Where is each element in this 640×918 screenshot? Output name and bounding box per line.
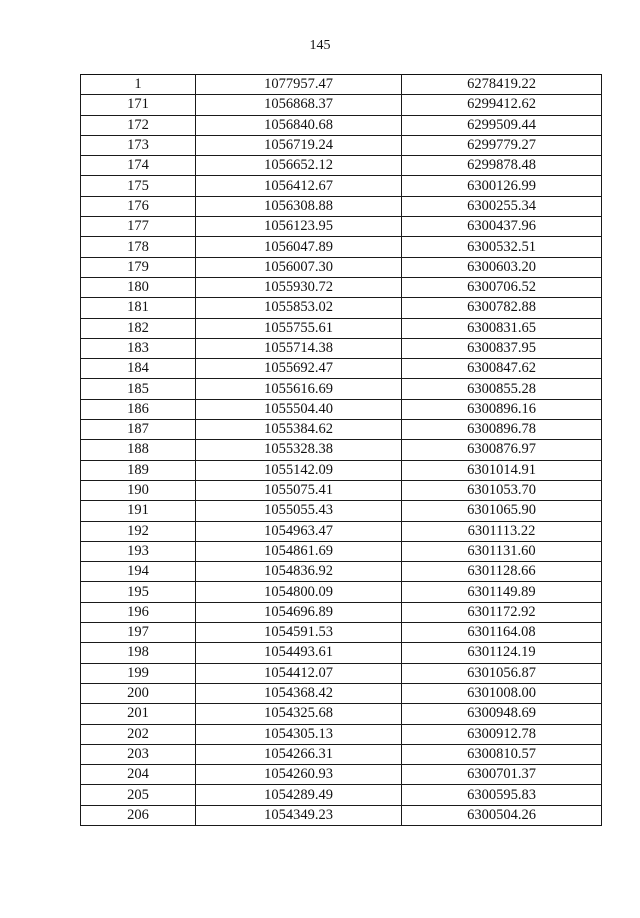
point-number-cell: 176 [81, 196, 196, 216]
table-row [81, 115, 602, 135]
x-coordinate-cell: 1055055.43 [196, 501, 402, 521]
y-coordinate-cell: 6301065.90 [402, 501, 602, 521]
point-number-cell: 189 [81, 460, 196, 480]
x-coordinate-cell: 1055075.41 [196, 480, 402, 500]
point-number-cell: 206 [81, 805, 196, 825]
y-coordinate-cell: 6301149.89 [402, 582, 602, 602]
point-number-cell: 191 [81, 501, 196, 521]
point-number-cell: 190 [81, 480, 196, 500]
y-coordinate-cell: 6301113.22 [402, 521, 602, 541]
point-number-cell: 1 [81, 75, 196, 95]
point-number-cell: 188 [81, 440, 196, 460]
x-coordinate-cell: 1056868.37 [196, 95, 402, 115]
table-row [81, 663, 602, 683]
point-number-cell: 202 [81, 724, 196, 744]
table-row [81, 196, 602, 216]
y-coordinate-cell: 6300855.28 [402, 379, 602, 399]
y-coordinate-cell: 6300782.88 [402, 298, 602, 318]
table-row [81, 75, 602, 95]
table-row [81, 277, 602, 297]
y-coordinate-cell: 6299412.62 [402, 95, 602, 115]
table-row [81, 744, 602, 764]
x-coordinate-cell: 1054963.47 [196, 521, 402, 541]
x-coordinate-cell: 1054368.42 [196, 683, 402, 703]
y-coordinate-cell: 6301128.66 [402, 562, 602, 582]
y-coordinate-cell: 6300837.95 [402, 338, 602, 358]
table-row [81, 501, 602, 521]
point-number-cell: 200 [81, 683, 196, 703]
table-row [81, 217, 602, 237]
y-coordinate-cell: 6301124.19 [402, 643, 602, 663]
point-number-cell: 205 [81, 785, 196, 805]
y-coordinate-cell: 6278419.22 [402, 75, 602, 95]
table-row [81, 420, 602, 440]
x-coordinate-cell: 1054861.69 [196, 541, 402, 561]
table-row [81, 582, 602, 602]
x-coordinate-cell: 1054266.31 [196, 744, 402, 764]
table-row [81, 176, 602, 196]
point-number-cell: 186 [81, 399, 196, 419]
table-row [81, 643, 602, 663]
x-coordinate-cell: 1056719.24 [196, 135, 402, 155]
x-coordinate-cell: 1054591.53 [196, 623, 402, 643]
y-coordinate-cell: 6300504.26 [402, 805, 602, 825]
x-coordinate-cell: 1056123.95 [196, 217, 402, 237]
table-row [81, 562, 602, 582]
point-number-cell: 174 [81, 156, 196, 176]
x-coordinate-cell: 1054305.13 [196, 724, 402, 744]
y-coordinate-cell: 6300255.34 [402, 196, 602, 216]
x-coordinate-cell: 1054836.92 [196, 562, 402, 582]
y-coordinate-cell: 6301053.70 [402, 480, 602, 500]
table-row [81, 359, 602, 379]
page-number: 145 [309, 38, 331, 53]
x-coordinate-cell: 1054325.68 [196, 704, 402, 724]
point-number-cell: 181 [81, 298, 196, 318]
x-coordinate-cell: 1056047.89 [196, 237, 402, 257]
table-row [81, 602, 602, 622]
table-row [81, 379, 602, 399]
table-row [81, 785, 602, 805]
point-number-cell: 177 [81, 217, 196, 237]
x-coordinate-cell: 1054260.93 [196, 765, 402, 785]
table-row [81, 724, 602, 744]
y-coordinate-cell: 6301014.91 [402, 460, 602, 480]
x-coordinate-cell: 1055384.62 [196, 420, 402, 440]
x-coordinate-cell: 1077957.47 [196, 75, 402, 95]
y-coordinate-cell: 6300532.51 [402, 237, 602, 257]
y-coordinate-cell: 6301172.92 [402, 602, 602, 622]
point-number-cell: 173 [81, 135, 196, 155]
point-number-cell: 195 [81, 582, 196, 602]
point-number-cell: 199 [81, 663, 196, 683]
table-row [81, 298, 602, 318]
table-row [81, 765, 602, 785]
table-row [81, 521, 602, 541]
x-coordinate-cell: 1055692.47 [196, 359, 402, 379]
table-row [81, 237, 602, 257]
point-number-cell: 193 [81, 541, 196, 561]
x-coordinate-cell: 1055755.61 [196, 318, 402, 338]
x-coordinate-cell: 1054800.09 [196, 582, 402, 602]
y-coordinate-cell: 6299779.27 [402, 135, 602, 155]
table-row [81, 460, 602, 480]
table-row [81, 257, 602, 277]
point-number-cell: 184 [81, 359, 196, 379]
y-coordinate-cell: 6299878.48 [402, 156, 602, 176]
table-row [81, 95, 602, 115]
y-coordinate-cell: 6301008.00 [402, 683, 602, 703]
table-row [81, 135, 602, 155]
point-number-cell: 196 [81, 602, 196, 622]
y-coordinate-cell: 6300437.96 [402, 217, 602, 237]
point-number-cell: 187 [81, 420, 196, 440]
point-number-cell: 204 [81, 765, 196, 785]
y-coordinate-cell: 6300810.57 [402, 744, 602, 764]
x-coordinate-cell: 1054493.61 [196, 643, 402, 663]
point-number-cell: 197 [81, 623, 196, 643]
x-coordinate-cell: 1055714.38 [196, 338, 402, 358]
x-coordinate-cell: 1056652.12 [196, 156, 402, 176]
table-row [81, 480, 602, 500]
x-coordinate-cell: 1056308.88 [196, 196, 402, 216]
y-coordinate-cell: 6300876.97 [402, 440, 602, 460]
y-coordinate-cell: 6300595.83 [402, 785, 602, 805]
point-number-cell: 201 [81, 704, 196, 724]
y-coordinate-cell: 6300847.62 [402, 359, 602, 379]
point-number-cell: 203 [81, 744, 196, 764]
y-coordinate-cell: 6300831.65 [402, 318, 602, 338]
x-coordinate-cell: 1056412.67 [196, 176, 402, 196]
point-number-cell: 183 [81, 338, 196, 358]
coordinates-table [80, 74, 602, 826]
point-number-cell: 198 [81, 643, 196, 663]
point-number-cell: 185 [81, 379, 196, 399]
point-number-cell: 175 [81, 176, 196, 196]
point-number-cell: 172 [81, 115, 196, 135]
x-coordinate-cell: 1056007.30 [196, 257, 402, 277]
y-coordinate-cell: 6299509.44 [402, 115, 602, 135]
y-coordinate-cell: 6300912.78 [402, 724, 602, 744]
y-coordinate-cell: 6300896.78 [402, 420, 602, 440]
table-row [81, 440, 602, 460]
y-coordinate-cell: 6301056.87 [402, 663, 602, 683]
y-coordinate-cell: 6301131.60 [402, 541, 602, 561]
x-coordinate-cell: 1055853.02 [196, 298, 402, 318]
x-coordinate-cell: 1054349.23 [196, 805, 402, 825]
x-coordinate-cell: 1054289.49 [196, 785, 402, 805]
y-coordinate-cell: 6300603.20 [402, 257, 602, 277]
y-coordinate-cell: 6300948.69 [402, 704, 602, 724]
x-coordinate-cell: 1056840.68 [196, 115, 402, 135]
point-number-cell: 178 [81, 237, 196, 257]
x-coordinate-cell: 1055930.72 [196, 277, 402, 297]
point-number-cell: 180 [81, 277, 196, 297]
table-row [81, 399, 602, 419]
table-row [81, 541, 602, 561]
table-row [81, 623, 602, 643]
point-number-cell: 192 [81, 521, 196, 541]
x-coordinate-cell: 1054696.89 [196, 602, 402, 622]
table-row [81, 805, 602, 825]
y-coordinate-cell: 6300896.16 [402, 399, 602, 419]
y-coordinate-cell: 6300701.37 [402, 765, 602, 785]
x-coordinate-cell: 1055328.38 [196, 440, 402, 460]
table-row [81, 704, 602, 724]
y-coordinate-cell: 6301164.08 [402, 623, 602, 643]
coordinates-table-body [81, 75, 602, 826]
table-row [81, 318, 602, 338]
x-coordinate-cell: 1055142.09 [196, 460, 402, 480]
point-number-cell: 171 [81, 95, 196, 115]
x-coordinate-cell: 1055616.69 [196, 379, 402, 399]
table-row [81, 338, 602, 358]
y-coordinate-cell: 6300126.99 [402, 176, 602, 196]
point-number-cell: 182 [81, 318, 196, 338]
table-row [81, 156, 602, 176]
y-coordinate-cell: 6300706.52 [402, 277, 602, 297]
point-number-cell: 194 [81, 562, 196, 582]
x-coordinate-cell: 1054412.07 [196, 663, 402, 683]
point-number-cell: 179 [81, 257, 196, 277]
table-row [81, 683, 602, 703]
x-coordinate-cell: 1055504.40 [196, 399, 402, 419]
